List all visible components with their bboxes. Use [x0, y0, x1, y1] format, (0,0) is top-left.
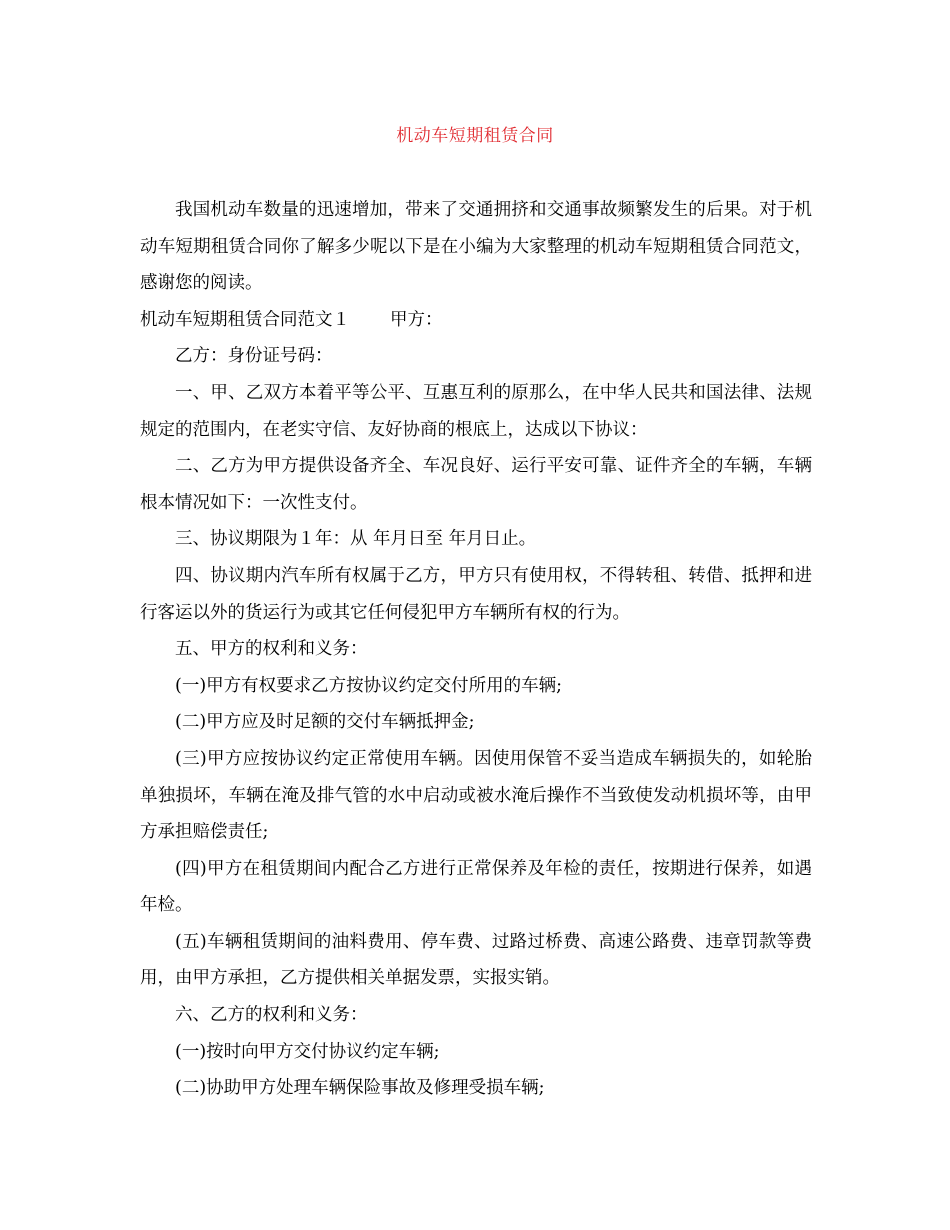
clause-paragraph: 四、协议期内汽车所有权属于乙方，甲方只有使用权，不得转租、转借、抵押和进行客运以外的货运行为或其它任何侵犯甲方车辆所有权的行为。: [140, 565, 812, 623]
sample-heading-line: [140, 302, 812, 339]
clause-paragraph: (一)甲方有权要求乙方按协议约定交付所用的车辆;: [175, 675, 563, 696]
clause-paragraph: 二、乙方为甲方提供设备齐全、车况良好、运行平安可靠、证件齐全的车辆，车辆根本情况如下：一次性支付。: [140, 456, 812, 513]
clause-paragraph: 三、协议期限为１年：从 年月日至 年月日止。: [175, 529, 537, 550]
document-body: [140, 192, 812, 1107]
clause-paragraph: 五、甲方的权利和义务：: [175, 639, 368, 660]
party-a-label: 甲方：: [390, 309, 443, 330]
clause-paragraph: (一)按时向甲方交付协议约定车辆;: [175, 1041, 440, 1062]
clause-paragraph: (五)车辆租赁期间的油料费用、停车费、过路过桥费、高速公路费、违章罚款等费用，由甲方承担，乙方提供相关单据发票，实报实销。: [140, 931, 812, 989]
clause-paragraph: (四)甲方在租赁期间内配合乙方进行正常保养及年检的责任，按期进行保养，如遇年检。: [140, 858, 812, 916]
clause-paragraph: (二)甲方应及时足额的交付车辆抵押金;: [175, 712, 475, 733]
clause-paragraph: 六、乙方的权利和义务：: [175, 1005, 368, 1026]
sample-label: 机动车短期租赁合同范文１: [140, 309, 350, 330]
party-b-line: 乙方：身份证号码：: [175, 346, 333, 367]
intro-paragraph: 我国机动车数量的迅速增加，带来了交通拥挤和交通事故频繁发生的后果。对于机动车短期租赁合同你了解多少呢以下是在小编为大家整理的机动车短期租赁合同范文，感谢您的阅读。: [140, 200, 812, 294]
clause-paragraph: (二)协助甲方处理车辆保险事故及修理受损车辆;: [175, 1078, 545, 1099]
clause-paragraph: 一、甲、乙双方本着平等公平、互惠互利的原那么，在中华人民共和国法律、法规规定的范围内，在老实守信、友好协商的根底上，达成以下协议：: [140, 382, 812, 440]
clause-paragraph: (三)甲方应按协议约定正常使用车辆。因使用保管不妥当造成车辆损失的，如轮胎单独损坏，车辆在淹及排气管的水中启动或被水淹后操作不当致使发动机损坏等，由甲方承担赔偿责任;: [140, 748, 812, 843]
document-title: 机动车短期租赁合同: [396, 126, 554, 146]
